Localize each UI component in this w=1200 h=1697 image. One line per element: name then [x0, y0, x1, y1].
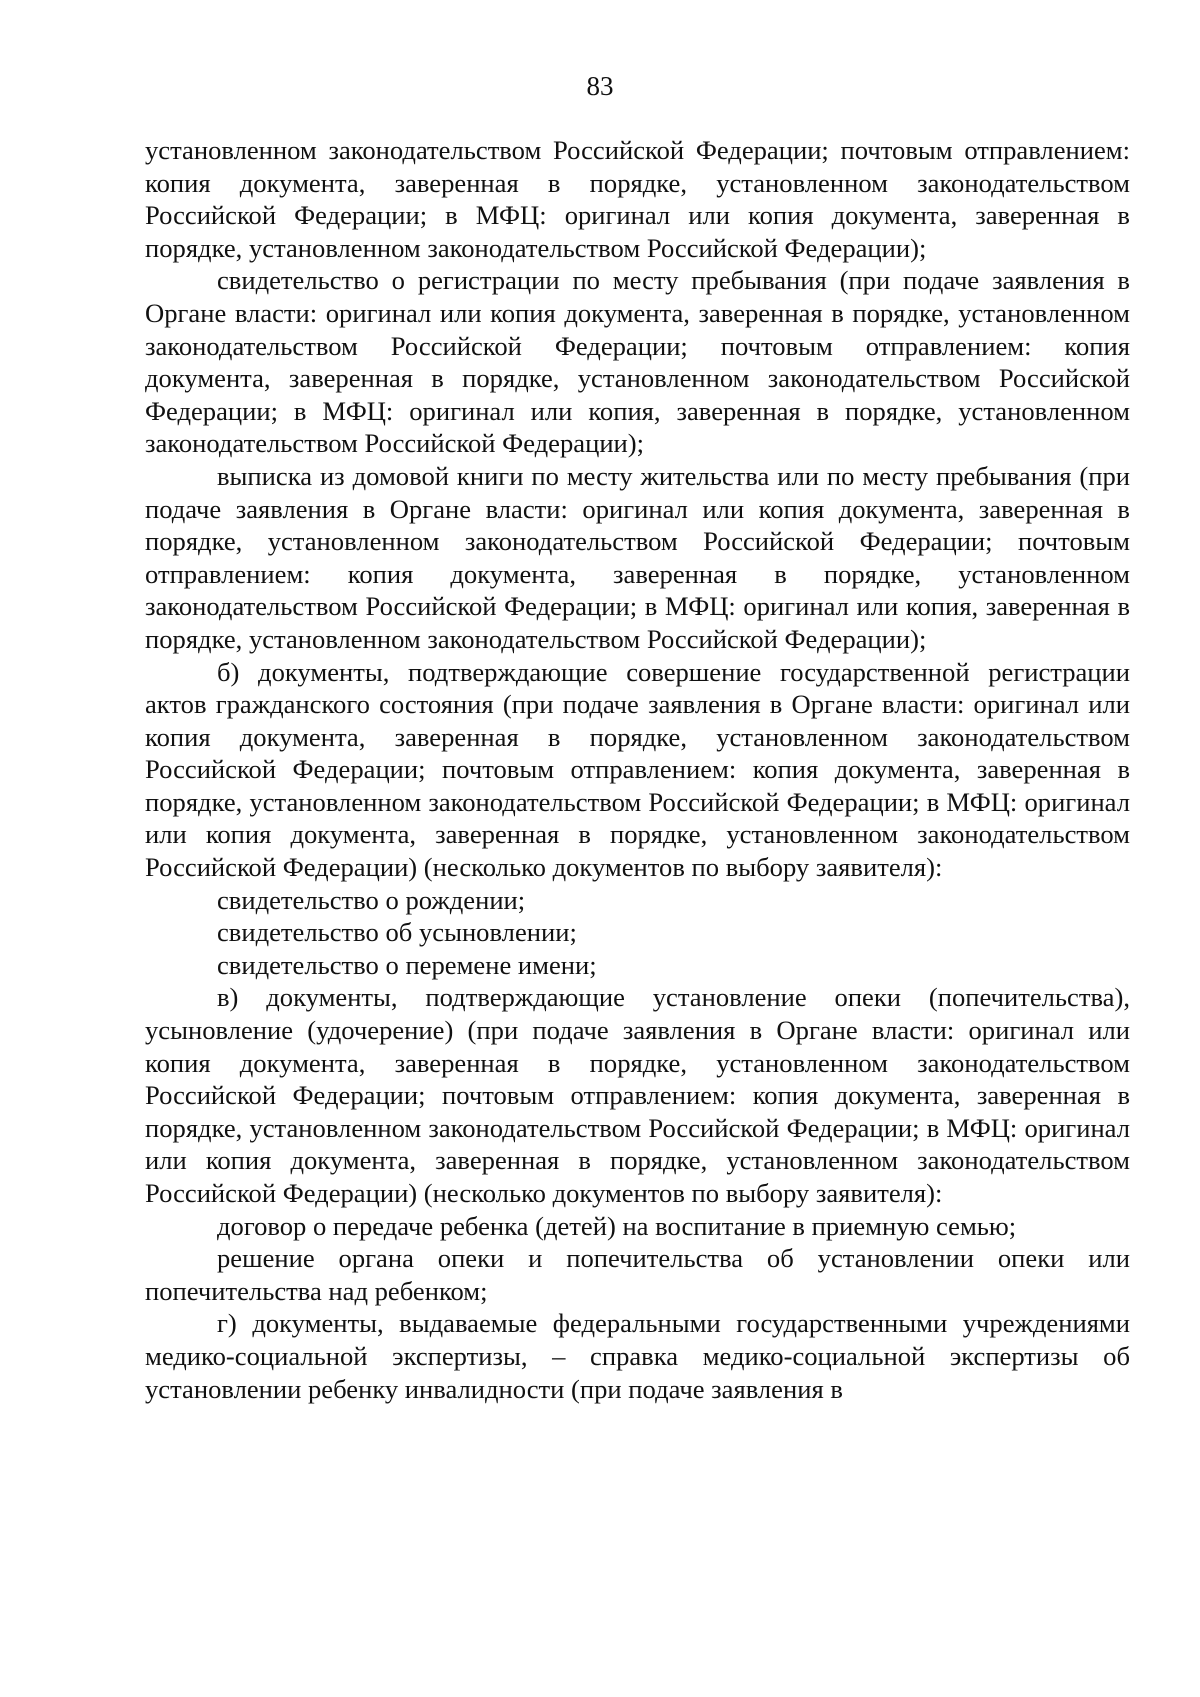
- page-number: 83: [586, 71, 614, 101]
- list-item: свидетельство о рождении;: [217, 884, 526, 915]
- list-item: свидетельство о перемене имени;: [217, 949, 597, 980]
- paragraph: в) документы, подтверждающие установление опеки (попечительства), усыновление (удочерение) (при подаче заявления в Органе власти: оригинал или копия документа, заверенная в порядке, установленном законодательством Российской Федерации; почтовым отправлением: копия документа, заверенная в порядке, установленном законодательством Российской Федерации; в МФЦ: оригинал или копия документа, заверенная в порядке, установленном законодательством Российской Федерации) (несколько документов по выбору заявителя):: [145, 982, 1130, 1208]
- list-item: свидетельство об усыновлении;: [217, 917, 577, 948]
- list-item: решение органа опеки и попечительства об установлении опеки или попечительства над ребенком;: [145, 1243, 1130, 1306]
- paragraph: выписка из домовой книги по месту жительства или по месту пребывания (при подаче заявления в Органе власти: оригинал или копия документа, заверенная в порядке, установленном законодательством Российской Федерации; почтовым отправлением: копия документа, заверенная в порядке, установленном законодательством Российской Федерации; в МФЦ: оригинал или копия, заверенная в порядке, установленном законодательством Российской Федерации);: [145, 460, 1130, 654]
- list-item: договор о передаче ребенка (детей) на воспитание в приемную семью;: [217, 1210, 1017, 1241]
- document-body: [145, 134, 1130, 1405]
- paragraph: б) документы, подтверждающие совершение государственной регистрации актов гражданского состояния (при подаче заявления в Органе власти: оригинал или копия документа, заверенная в порядке, установленном законодательством Российской Федерации; почтовым отправлением: копия документа, заверенная в порядке, установленном законодательством Российской Федерации; в МФЦ: оригинал или копия документа, заверенная в порядке, установленном законодательством Российской Федерации) (несколько документов по выбору заявителя):: [145, 656, 1130, 883]
- paragraph: г) документы, выдаваемые федеральными государственными учреждениями медико-социальной экспертизы, – справка медико-социальной экспертизы об установлении ребенку инвалидности (при подаче заявления в: [145, 1308, 1130, 1404]
- paragraph: свидетельство о регистрации по месту пребывания (при подаче заявления в Органе власти: оригинал или копия документа, заверенная в порядке, установленном законодательством Российской Федерации; почтовым отправлением: копия документа, заверенная в порядке, установленном законодательством Российской Федерации; в МФЦ: оригинал или копия, заверенная в порядке, установленном законодательством Российской Федерации);: [145, 265, 1130, 459]
- paragraph: установленном законодательством Российской Федерации; почтовым отправлением: копия документа, заверенная в порядке, установленном законодательством Российской Федерации; в МФЦ: оригинал или копия документа, заверенная в порядке, установленном законодательством Российской Федерации);: [145, 135, 1130, 263]
